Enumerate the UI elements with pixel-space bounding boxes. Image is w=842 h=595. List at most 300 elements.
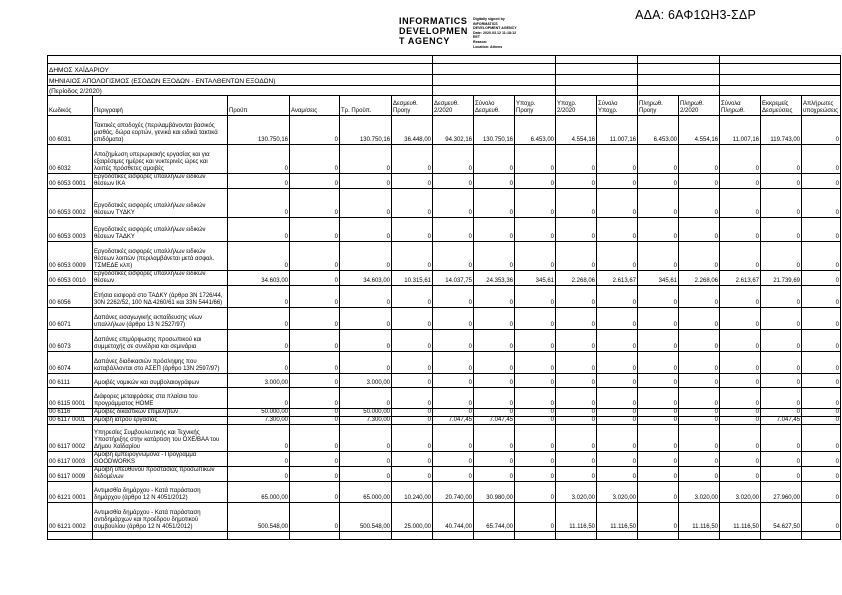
- value-cell: 0: [392, 425, 433, 452]
- empty-cell: [433, 75, 556, 86]
- code-cell: 00 6117 0002: [48, 425, 93, 452]
- value-cell: 4.554,16: [556, 116, 597, 145]
- desc-cell: Αμοιβή εμπειρογνώμονα - Πρόγραμμα GOODWORKS: [93, 452, 228, 467]
- spacer-row: [48, 56, 841, 64]
- value-cell: 0: [474, 174, 515, 189]
- value-cell: 0: [802, 145, 841, 174]
- value-cell: 0: [228, 467, 290, 482]
- value-cell: 0: [597, 189, 638, 218]
- empty-cell: [474, 532, 515, 540]
- value-cell: 50.000,00: [228, 409, 290, 417]
- empty-cell: [720, 86, 841, 96]
- code-cell: 00 6053 0001: [48, 174, 93, 189]
- value-cell: 10.240,00: [392, 482, 433, 503]
- value-cell: 0: [761, 409, 802, 417]
- value-cell: 0: [638, 425, 679, 452]
- value-cell: 0: [802, 467, 841, 482]
- value-cell: 2.613,67: [720, 271, 761, 286]
- value-cell: 0: [802, 116, 841, 145]
- value-cell: 0: [433, 352, 474, 374]
- column-header: Υποχρ. 2/2020: [556, 96, 597, 116]
- value-cell: 0: [720, 330, 761, 352]
- value-cell: 0: [433, 174, 474, 189]
- empty-cell: [340, 532, 392, 540]
- value-cell: 0: [433, 145, 474, 174]
- value-cell: 0: [515, 352, 556, 374]
- value-cell: 0: [761, 425, 802, 452]
- value-cell: 0: [290, 388, 340, 409]
- value-cell: 345,61: [515, 271, 556, 286]
- value-cell: 0: [597, 145, 638, 174]
- value-cell: 0: [474, 218, 515, 242]
- code-cell: 00 6116: [48, 409, 93, 417]
- value-cell: 50.000,00: [340, 409, 392, 417]
- value-cell: 0: [228, 174, 290, 189]
- value-cell: 6.453,00: [638, 116, 679, 145]
- value-cell: 0: [515, 425, 556, 452]
- column-header: Κωδικός: [48, 96, 93, 116]
- value-cell: 0: [761, 388, 802, 409]
- value-cell: 0: [515, 482, 556, 503]
- value-cell: 0: [638, 330, 679, 352]
- value-cell: 0: [433, 374, 474, 388]
- value-cell: 3.000,00: [228, 374, 290, 388]
- value-cell: 0: [679, 409, 720, 417]
- value-cell: 0: [556, 425, 597, 452]
- value-cell: 0: [638, 308, 679, 330]
- column-header: Εκκρεμείς Δεσμεύσεις: [761, 96, 802, 116]
- value-cell: 27.960,00: [761, 482, 802, 503]
- empty-cell: [433, 56, 556, 64]
- value-cell: 0: [433, 409, 474, 417]
- value-cell: 0: [474, 189, 515, 218]
- table-row: [48, 286, 841, 308]
- value-cell: 0: [474, 409, 515, 417]
- value-cell: 0: [340, 467, 392, 482]
- empty-cell: [556, 86, 638, 96]
- empty-cell: [48, 532, 93, 540]
- report-table: [47, 55, 841, 540]
- column-header: Πληρωθ. Προηγ: [638, 96, 679, 116]
- empty-cell: [392, 532, 433, 540]
- value-cell: 0: [392, 189, 433, 218]
- value-cell: 0: [392, 286, 433, 308]
- empty-cell: [433, 532, 474, 540]
- report-period-row-cell: (Περίοδος 2/2020): [48, 86, 433, 96]
- code-cell: 00 6117 0009: [48, 467, 93, 482]
- value-cell: 0: [392, 417, 433, 425]
- value-cell: 25.000,00: [392, 503, 433, 532]
- value-cell: 0: [679, 452, 720, 467]
- value-cell: 0: [474, 352, 515, 374]
- value-cell: 0: [474, 374, 515, 388]
- empty-cell: [433, 64, 556, 75]
- value-cell: 0: [392, 388, 433, 409]
- value-cell: 0: [228, 242, 290, 271]
- value-cell: 0: [761, 374, 802, 388]
- value-cell: 0: [474, 388, 515, 409]
- code-cell: 00 6053 0003: [48, 218, 93, 242]
- org-name-row: [48, 64, 841, 75]
- value-cell: 0: [679, 174, 720, 189]
- value-cell: 0: [228, 189, 290, 218]
- value-cell: 0: [228, 218, 290, 242]
- desc-cell: Δαπάνες εισαγωγικής εκπαίδευσης νέων υπαλλήλων (άρθρο 13 Ν 2527/97): [93, 308, 228, 330]
- empty-cell: [638, 56, 720, 64]
- desc-cell: Εργοδοτικές εισφορές υπαλλήλων ειδικών θέσεων ΙΚΑ: [93, 174, 228, 189]
- value-cell: 0: [340, 425, 392, 452]
- value-cell: 0: [720, 242, 761, 271]
- table-row: [48, 417, 841, 425]
- value-cell: 0: [290, 417, 340, 425]
- value-cell: 65.000,00: [340, 482, 392, 503]
- value-cell: 0: [679, 218, 720, 242]
- value-cell: 130.750,16: [340, 116, 392, 145]
- value-cell: 0: [679, 374, 720, 388]
- desc-cell: Αντιμισθία δημάρχου - Κατά παράσταση δημάρχου (άρθρο 12 Ν 4051/2012): [93, 482, 228, 503]
- value-cell: 7.047,45: [761, 417, 802, 425]
- value-cell: 0: [392, 452, 433, 467]
- value-cell: 0: [556, 409, 597, 417]
- value-cell: 130.750,16: [228, 116, 290, 145]
- value-cell: 0: [433, 218, 474, 242]
- desc-cell: Εργοδοτικές εισφορές υπαλλήλων ειδικών θέσεων ΤΥΔΚΥ: [93, 189, 228, 218]
- value-cell: 0: [802, 271, 841, 286]
- table-row: [48, 503, 841, 532]
- value-cell: 345,61: [638, 271, 679, 286]
- column-header: Σύνολο Υποχρ.: [597, 96, 638, 116]
- value-cell: 0: [597, 374, 638, 388]
- value-cell: 0: [597, 174, 638, 189]
- value-cell: 0: [802, 425, 841, 452]
- report-title-row: [48, 75, 841, 86]
- value-cell: 0: [290, 482, 340, 503]
- column-header: Δεσμευθ. Προηγ: [392, 96, 433, 116]
- value-cell: 7.047,45: [433, 417, 474, 425]
- value-cell: 0: [228, 388, 290, 409]
- value-cell: 0: [802, 308, 841, 330]
- desc-cell: Ετήσια εισφορά στο ΤΑΔΚΥ (άρθρα 3Ν 1726/44, 30Ν 2262/52, 100 ΝΔ 4260/61 και 33Ν 5441/66): [93, 286, 228, 308]
- value-cell: 0: [515, 308, 556, 330]
- empty-cell: [720, 64, 841, 75]
- value-cell: 0: [515, 388, 556, 409]
- spacer-row-cell: [48, 56, 433, 64]
- value-cell: 0: [556, 452, 597, 467]
- value-cell: 0: [802, 174, 841, 189]
- value-cell: 0: [556, 218, 597, 242]
- value-cell: 0: [802, 218, 841, 242]
- value-cell: 0: [392, 308, 433, 330]
- code-cell: 00 6032: [48, 145, 93, 174]
- value-cell: 2.268,06: [679, 271, 720, 286]
- table-row: [48, 242, 841, 271]
- value-cell: 0: [556, 388, 597, 409]
- value-cell: 2.268,06: [556, 271, 597, 286]
- value-cell: 11.116,50: [679, 503, 720, 532]
- value-cell: 0: [597, 417, 638, 425]
- value-cell: 0: [392, 174, 433, 189]
- value-cell: 0: [720, 417, 761, 425]
- value-cell: 34.603,00: [228, 271, 290, 286]
- value-cell: 0: [761, 189, 802, 218]
- value-cell: 0: [392, 467, 433, 482]
- value-cell: 0: [392, 218, 433, 242]
- value-cell: 0: [515, 242, 556, 271]
- desc-cell: Αμοιβές δικαστικών επιμελητών: [93, 409, 228, 417]
- value-cell: 0: [515, 330, 556, 352]
- value-cell: 20.740,00: [433, 482, 474, 503]
- value-cell: 0: [597, 352, 638, 374]
- table-row: [48, 388, 841, 409]
- value-cell: 0: [638, 409, 679, 417]
- empty-cell: [720, 75, 841, 86]
- value-cell: 0: [290, 425, 340, 452]
- value-cell: 2.613,67: [597, 271, 638, 286]
- value-cell: 0: [392, 242, 433, 271]
- table-row: [48, 425, 841, 452]
- desc-cell: Εργοδοτικές εισφορές υπαλλήλων ειδικών θέσεων λοιπών (περιλαμβάνεται μετά ασφαλ. ΤΣΜΕΔΕ κλπ): [93, 242, 228, 271]
- value-cell: 0: [597, 409, 638, 417]
- empty-cell: [556, 64, 638, 75]
- column-header: Υποχρ. Προηγ: [515, 96, 556, 116]
- agency-name: [399, 16, 468, 46]
- value-cell: 0: [556, 286, 597, 308]
- value-cell: 0: [556, 145, 597, 174]
- value-cell: 7.300,00: [228, 417, 290, 425]
- empty-cell: [433, 86, 556, 96]
- table-row: [48, 308, 841, 330]
- value-cell: 0: [720, 374, 761, 388]
- value-cell: 0: [720, 352, 761, 374]
- value-cell: 0: [720, 452, 761, 467]
- value-cell: 0: [761, 242, 802, 271]
- table-row: [48, 271, 841, 286]
- value-cell: 0: [638, 286, 679, 308]
- value-cell: 0: [638, 174, 679, 189]
- value-cell: 0: [802, 503, 841, 532]
- value-cell: 0: [679, 308, 720, 330]
- value-cell: 0: [515, 417, 556, 425]
- value-cell: 24.353,36: [474, 271, 515, 286]
- value-cell: 65.744,00: [474, 503, 515, 532]
- value-cell: 0: [290, 242, 340, 271]
- value-cell: 0: [474, 425, 515, 452]
- value-cell: 0: [290, 374, 340, 388]
- empty-cell: [638, 532, 679, 540]
- empty-cell: [290, 532, 340, 540]
- value-cell: 0: [392, 330, 433, 352]
- digital-signature-text: Digitally signed by INFORMATICS DEVELOPMENT AGENCY Date: 2020.03.12 11:18:12 EET Reason: Location: Athens: [473, 17, 517, 49]
- table-row: [48, 189, 841, 218]
- value-cell: 0: [679, 467, 720, 482]
- value-cell: 34.603,00: [340, 271, 392, 286]
- value-cell: 119.743,00: [761, 116, 802, 145]
- value-cell: 11.116,50: [597, 503, 638, 532]
- value-cell: 3.000,00: [340, 374, 392, 388]
- value-cell: 0: [720, 286, 761, 308]
- value-cell: 0: [556, 189, 597, 218]
- value-cell: 0: [761, 145, 802, 174]
- column-header: Περιγραφή: [93, 96, 228, 116]
- empty-cell: [556, 75, 638, 86]
- value-cell: 0: [433, 467, 474, 482]
- value-cell: 0: [290, 116, 340, 145]
- ada-label: ΑΔΑ: 6ΑΦ1ΩΗ3-ΣΔΡ: [635, 8, 756, 22]
- value-cell: 0: [340, 388, 392, 409]
- value-cell: 0: [515, 286, 556, 308]
- table-row: [48, 174, 841, 189]
- value-cell: 21.739,69: [761, 271, 802, 286]
- value-cell: 0: [556, 352, 597, 374]
- value-cell: 0: [679, 388, 720, 409]
- value-cell: 0: [597, 218, 638, 242]
- code-cell: 00 6121 0002: [48, 503, 93, 532]
- value-cell: 0: [340, 174, 392, 189]
- value-cell: 0: [340, 308, 392, 330]
- value-cell: 54.627,50: [761, 503, 802, 532]
- value-cell: 0: [340, 218, 392, 242]
- value-cell: 6.453,00: [515, 116, 556, 145]
- empty-cell: [556, 532, 597, 540]
- value-cell: 0: [515, 218, 556, 242]
- value-cell: 0: [228, 308, 290, 330]
- value-cell: 0: [638, 145, 679, 174]
- value-cell: 0: [597, 452, 638, 467]
- value-cell: 0: [638, 374, 679, 388]
- empty-cell: [93, 532, 228, 540]
- table-row: [48, 409, 841, 417]
- value-cell: 0: [515, 145, 556, 174]
- value-cell: 0: [720, 145, 761, 174]
- value-cell: 36.448,00: [392, 116, 433, 145]
- value-cell: 0: [638, 218, 679, 242]
- table-row: [48, 218, 841, 242]
- value-cell: 0: [290, 174, 340, 189]
- code-cell: 00 6117 0003: [48, 452, 93, 467]
- code-cell: 00 6056: [48, 286, 93, 308]
- value-cell: 0: [228, 286, 290, 308]
- value-cell: 0: [761, 467, 802, 482]
- value-cell: 0: [290, 409, 340, 417]
- table-row: [48, 467, 841, 482]
- value-cell: 0: [433, 189, 474, 218]
- value-cell: 0: [228, 452, 290, 467]
- value-cell: 0: [340, 352, 392, 374]
- value-cell: 0: [228, 145, 290, 174]
- value-cell: 0: [802, 352, 841, 374]
- value-cell: 0: [638, 242, 679, 271]
- value-cell: 0: [802, 452, 841, 467]
- code-cell: 00 6074: [48, 352, 93, 374]
- value-cell: 0: [340, 286, 392, 308]
- value-cell: 0: [290, 271, 340, 286]
- value-cell: 0: [761, 352, 802, 374]
- value-cell: 500.548,00: [340, 503, 392, 532]
- code-cell: 00 6031: [48, 116, 93, 145]
- value-cell: 3.020,00: [556, 482, 597, 503]
- value-cell: 0: [802, 409, 841, 417]
- desc-cell: Εργοδοτικές εισφορές υπαλλήλων ειδικών θέσεων ΤΑΔΚΥ: [93, 218, 228, 242]
- empty-cell: [761, 532, 802, 540]
- code-cell: 00 6111: [48, 374, 93, 388]
- column-header: Αναμ/σεις: [290, 96, 340, 116]
- value-cell: 4.554,16: [679, 116, 720, 145]
- value-cell: 11.116,50: [720, 503, 761, 532]
- empty-cell: [597, 532, 638, 540]
- value-cell: 0: [556, 242, 597, 271]
- value-cell: 0: [597, 242, 638, 271]
- value-cell: 0: [720, 218, 761, 242]
- value-cell: 0: [228, 352, 290, 374]
- value-cell: 65.000,00: [228, 482, 290, 503]
- value-cell: 0: [433, 286, 474, 308]
- desc-cell: Αμοιβές νομικών και συμβολαιογράφων: [93, 374, 228, 388]
- value-cell: 0: [290, 467, 340, 482]
- desc-cell: Δαπάνες επιμόρφωσης προσωπικού και συμμετοχής σε συνέδρια και σεμινάρια: [93, 330, 228, 352]
- value-cell: 0: [515, 174, 556, 189]
- empty-cell: [720, 532, 761, 540]
- empty-cell: [638, 75, 720, 86]
- column-header: Πληρωθ. 2/2020: [679, 96, 720, 116]
- value-cell: 0: [802, 417, 841, 425]
- value-cell: 11.007,16: [720, 116, 761, 145]
- value-cell: 40.744,00: [433, 503, 474, 532]
- value-cell: 0: [290, 189, 340, 218]
- agency-signature-block: [399, 16, 517, 49]
- empty-cell: [515, 532, 556, 540]
- value-cell: 0: [802, 330, 841, 352]
- value-cell: 30.980,00: [474, 482, 515, 503]
- value-cell: 0: [638, 189, 679, 218]
- value-cell: 11.007,16: [597, 116, 638, 145]
- value-cell: 0: [720, 308, 761, 330]
- value-cell: 0: [433, 308, 474, 330]
- agency-name-line: DEVELOPMEN: [399, 26, 469, 36]
- value-cell: 0: [433, 388, 474, 409]
- value-cell: 0: [761, 218, 802, 242]
- value-cell: 0: [802, 374, 841, 388]
- value-cell: 0: [720, 189, 761, 218]
- value-cell: 0: [679, 242, 720, 271]
- value-cell: 0: [679, 330, 720, 352]
- value-cell: 0: [679, 145, 720, 174]
- report-title-row-cell: ΜΗΝΙΑΙΟΣ ΑΠΟΛΟΓΙΣΜΟΣ (ΕΣΟΔΩΝ ΕΞΟΔΩΝ - ΕΝΤΑΛΘΕΝΤΩΝ ΕΞΟΔΩΝ): [48, 75, 433, 86]
- column-header: Σύνολο Δεσμευθ.: [474, 96, 515, 116]
- value-cell: 0: [340, 242, 392, 271]
- value-cell: 0: [474, 467, 515, 482]
- code-cell: 00 6053 0002: [48, 189, 93, 218]
- value-cell: 11.116,50: [556, 503, 597, 532]
- table-row: [48, 116, 841, 145]
- value-cell: 0: [556, 374, 597, 388]
- value-cell: 0: [679, 425, 720, 452]
- column-header: Τρ. Προϋπ.: [340, 96, 392, 116]
- table-row: [48, 352, 841, 374]
- value-cell: 0: [433, 425, 474, 452]
- value-cell: 0: [515, 503, 556, 532]
- table-row: [48, 145, 841, 174]
- code-cell: 00 6121 0001: [48, 482, 93, 503]
- value-cell: 0: [597, 425, 638, 452]
- value-cell: 0: [679, 189, 720, 218]
- value-cell: 0: [638, 417, 679, 425]
- value-cell: 0: [515, 452, 556, 467]
- table-row: [48, 482, 841, 503]
- value-cell: 0: [802, 189, 841, 218]
- desc-cell: Εργοδοτικές εισφορές υπαλλήλων ειδικών θέσεων: [93, 271, 228, 286]
- value-cell: 0: [474, 452, 515, 467]
- value-cell: 0: [340, 452, 392, 467]
